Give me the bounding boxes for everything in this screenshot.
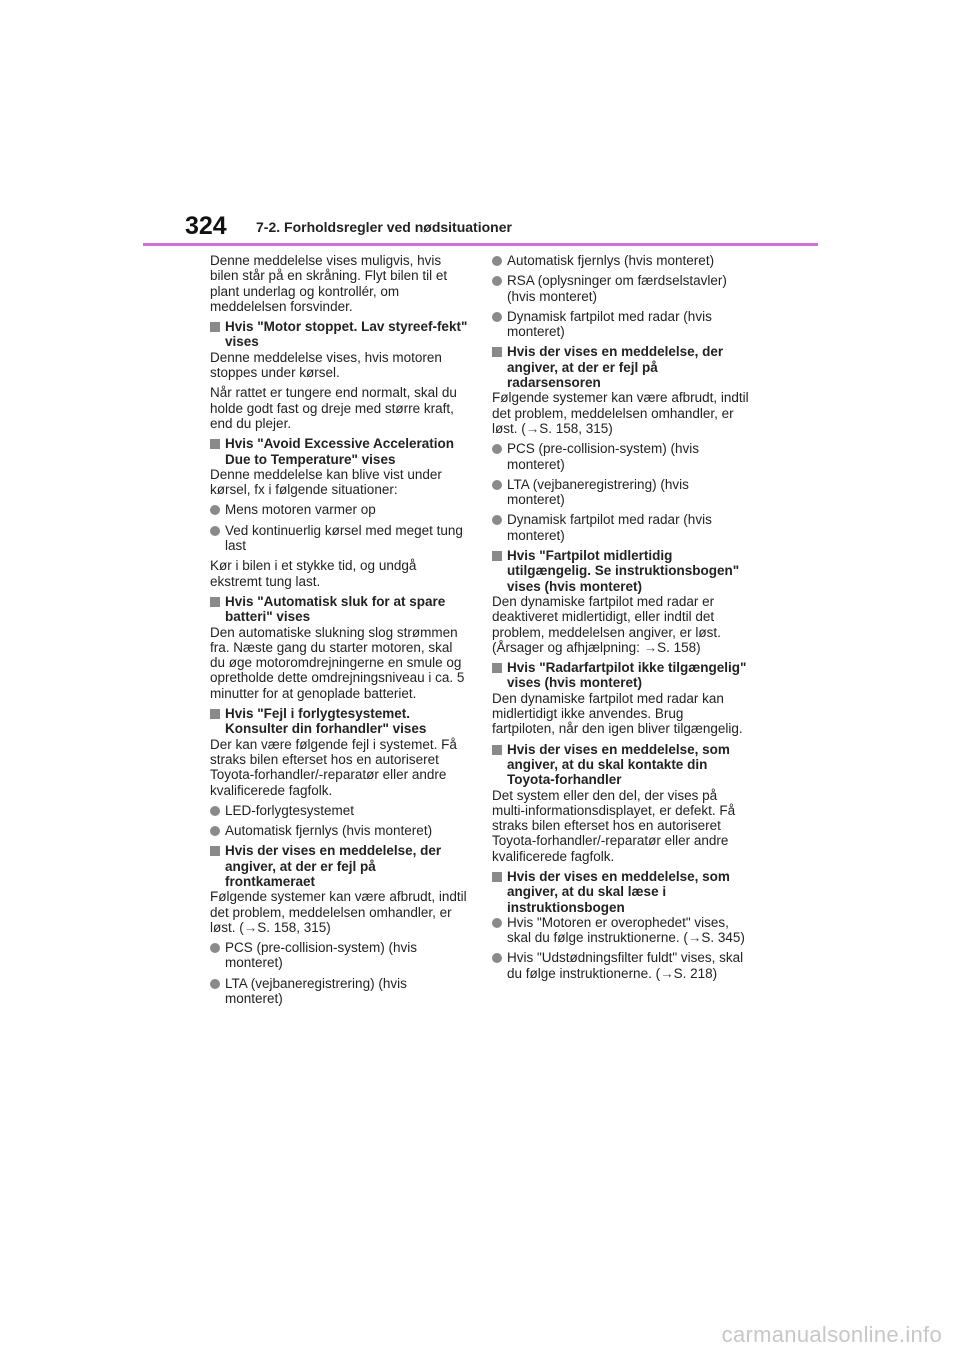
paragraph-text: Den dynamiske fartpilot med radar er deaktiveret midlertidigt, eller indtil det problem, meddelelsen angiver, er løst. (Årsager og afhjælpning: <box>492 593 721 655</box>
page-reference: S. 345) <box>701 930 745 946</box>
bullet-item <box>492 950 750 981</box>
watermark: carmanualsonline.info <box>721 1322 942 1347</box>
page-reference: S. 158, 315) <box>257 919 331 935</box>
page-reference: S. 158, 315) <box>539 420 613 436</box>
bullet-item: RSA (oplysninger om færdselstavler) (hvis monteret) <box>492 273 750 304</box>
section-title: 7-2. Forholdsregler ved nødsituationer <box>256 219 512 235</box>
bullet-item: PCS (pre-collision-system) (hvis monteret) <box>492 441 750 472</box>
paragraph: Denne meddelelse vises muligvis, hvis bilen står på en skråning. Flyt bilen til et plant underlag og kontrollér, om meddelelsen forsvinder. <box>210 253 448 314</box>
page-ref-arrow-icon: → <box>687 930 702 946</box>
left-column <box>210 253 468 1011</box>
bullet-item: LTA (vejbaneregistrering) (hvis monteret) <box>492 477 750 508</box>
paragraph: Det system eller den del, der vises på multi-informationsdisplayet, er defekt. Få straks bilen efterset hos en autoriseret Toyota-forhandler/-reparatør eller andre kvalificerede fagfolk. <box>492 787 736 864</box>
bullet-item: Automatisk fjernlys (hvis monteret) <box>210 823 468 838</box>
section-heading: Hvis "Fartpilot midlertidig utilgængelig. Se instruktionsbogen" vises (hvis monteret) <box>492 548 750 594</box>
bullet-item <box>492 915 750 946</box>
bullet-item: LTA (vejbaneregistrering) (hvis monteret) <box>210 976 468 1007</box>
header-rule <box>143 243 818 246</box>
paragraph: Denne meddelelse vises, hvis motoren stoppes under kørsel. <box>210 349 442 381</box>
paragraph <box>492 594 750 655</box>
section-heading: Hvis der vises en meddelelse, der angiver, at der er fejl på radarsensoren <box>492 344 750 390</box>
bullet-text: Hvis "Udstødningsfilter fuldt" vises, skal du følge instruktionerne. ( <box>507 950 744 981</box>
paragraph: Når rattet er tungere end normalt, skal du holde godt fast og dreje med større kraft, end du plejer. <box>210 385 457 431</box>
paragraph: Kør i bilen i et stykke tid, og undgå ekstremt tung last. <box>210 558 417 589</box>
section-heading: Hvis der vises en meddelelse, som angiver, at du skal kontakte din Toyota-forhandler <box>492 742 750 788</box>
bullet-item: LED-forlygtesystemet <box>210 803 468 818</box>
paragraph: Denne meddelelse kan blive vist under kørsel, fx i følgende situationer: <box>210 466 442 498</box>
page-ref-arrow-icon: → <box>243 919 258 935</box>
section-heading: Hvis "Avoid Excessive Acceleration Due to Temperature" vises <box>210 436 468 467</box>
section-heading: Hvis "Motor stoppet. Lav styreef-fekt" vises <box>210 319 468 350</box>
page-number: 324 <box>185 212 227 240</box>
bullet-item: Dynamisk fartpilot med radar (hvis monteret) <box>492 309 750 340</box>
right-column <box>492 253 750 986</box>
section-heading: Hvis "Automatisk sluk for at spare batteri" vises <box>210 594 468 625</box>
page-ref-arrow-icon: → <box>643 639 658 655</box>
section-heading: Hvis der vises en meddelelse, som angiver, at du skal læse i instruktionsbogen <box>492 869 750 915</box>
paragraph: Den dynamiske fartpilot med radar kan midlertidigt ikke anvendes. Brug fartpiloten, når den igen bliver tilgængelig. <box>492 690 743 737</box>
bullet-item: Ved kontinuerlig kørsel med meget tung last <box>210 523 468 554</box>
bullet-item: Dynamisk fartpilot med radar (hvis monteret) <box>492 512 750 543</box>
bullet-item: PCS (pre-collision-system) (hvis monteret) <box>210 940 468 971</box>
paragraph: Den automatiske slukning slog strømmen fra. Næste gang du starter motoren, skal du øge motoromdrejningerne en smule og opretholde dette omdrejningsniveau i ca. 5 minutter for at genoplade batteriet. <box>210 624 465 701</box>
page-reference: S. 218) <box>673 965 718 981</box>
bullet-item: Mens motoren varmer op <box>210 502 468 517</box>
page-ref-arrow-icon: → <box>525 420 540 436</box>
paragraph <box>492 390 750 436</box>
section-heading: Hvis der vises en meddelelse, der angiver, at der er fejl på frontkameraet <box>210 843 468 889</box>
bullet-item: Automatisk fjernlys (hvis monteret) <box>492 253 750 268</box>
page-ref-arrow-icon: → <box>660 965 674 981</box>
paragraph: Der kan være følgende fejl i systemet. Få straks bilen efterset hos en autoriseret Toyota-forhandler/-reparatør eller andre kvalificerede fagfolk. <box>210 736 457 798</box>
bullet-text: Hvis "Motoren er overophedet" vises, skal du følge instruktionerne. ( <box>507 914 729 946</box>
paragraph-text: Følgende systemer kan være afbrudt, indtil det problem, meddelelsen omhandler, er løst. ( <box>492 390 749 436</box>
page-reference: S. 158) <box>657 639 701 655</box>
paragraph <box>210 889 468 935</box>
paragraph-text: Følgende systemer kan være afbrudt, indtil det problem, meddelelsen omhandler, er løst. ( <box>210 889 467 935</box>
section-heading: Hvis "Radarfartpilot ikke tilgængelig" vises (hvis monteret) <box>492 660 750 691</box>
section-heading: Hvis "Fejl i forlygtesystemet. Konsulter din forhandler" vises <box>210 706 468 737</box>
